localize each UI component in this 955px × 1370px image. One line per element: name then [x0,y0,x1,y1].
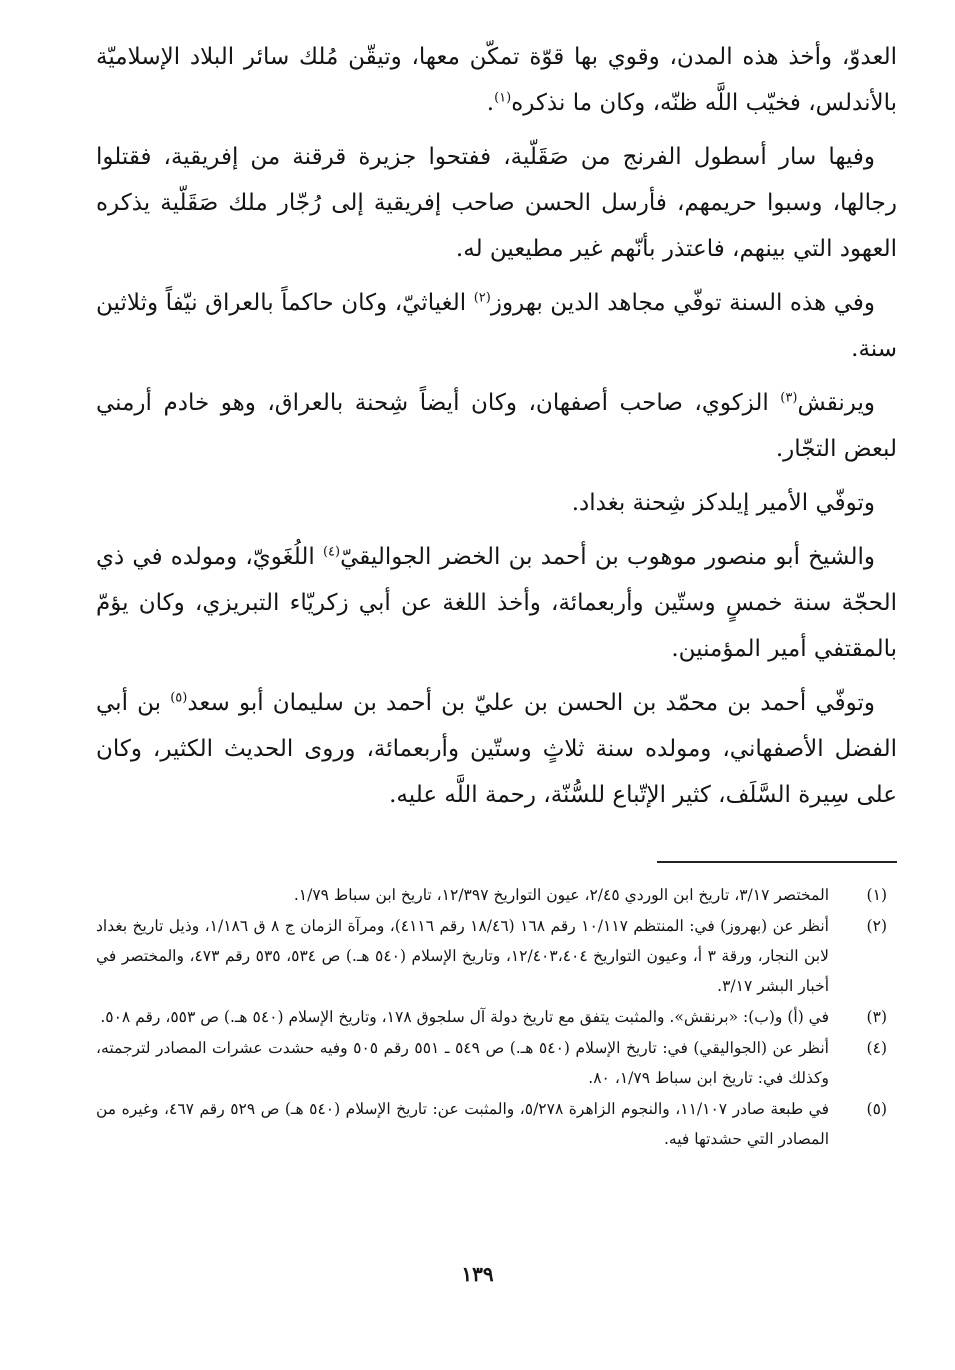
paragraph-continuation [96,34,897,126]
paragraph-end: . [486,90,495,116]
paragraph-bahruz [96,280,897,372]
footnote-number: (١) [866,886,887,904]
paragraph-ildakuz [96,480,897,526]
footnote-number: (٥) [866,1100,887,1118]
paragraph-text: الغياثيّ، وكان حاكماً بالعراق نيّفاً وثلاثين سنة. [96,290,897,362]
paragraph-text: وفي هذه السنة توفّي مجاهد الدين بهروز [490,290,875,316]
footnote-item [96,880,897,910]
footnote-item [96,1033,897,1093]
footnotes [96,880,897,1155]
paragraph-text: وتوفّي الأمير إيلدكز شِحنة بغداد. [571,490,875,516]
paragraph-text: بن أبي الفضل الأصفهاني، ومولده سنة ثلاثٍ وستّين وأربعمائة، وروى الحديث الكثير، وكان على سِيرة السَّلَف، كثير الإتّباع للسُّنّة، رحمة اللَّه عليه. [96,690,897,808]
footnote-text: أنظر عن (الجواليقي) في: تاريخ الإسلام (٥٤٠ هـ.) ص ٥٤٩ ـ ٥٥١ رقم ٥٠٥ وفيه حشدت عشرات المصادر لترجمته، وكذلك في: تاريخ ابن سباط ١/٧٩، ٨٠. [96,1039,829,1087]
paragraph-jawaliqi [96,534,897,672]
footnote-ref[interactable]: (١) [494,90,512,106]
paragraph-text: وفيها سار أسطول الفرنج من صَقَلّية، ففتحوا جزيرة قرقنة من إفريقية، فقتلوا رجالها، وسبوا حريمهم، فأرسل الحسن صاحب إفريقية إلى رُجّار ملك صَقَلّية يذكره العهود التي بينهم، فاعتذر بأنّهم غير مطيعين له. [96,144,897,262]
footnote-item [96,911,897,1001]
footnote-separator [657,861,897,863]
paragraph-yarnaqash [96,380,897,472]
paragraph-text: وتوفّي أحمد بن محمّد بن الحسن بن عليّ بن أحمد بن سليمان أبو سعد [187,690,875,716]
paragraph-sicily-fleet [96,134,897,272]
paragraph-ahmad-isfahani [96,680,897,818]
footnote-text: أنظر عن (بهروز) في: المنتظم ١٠/١١٧ رقم ١٦٨ (١٨/٤٦ رقم ٤١١٦)، ومرآة الزمان ج ٨ ق ١/١٨٦، وذيل تاريخ بغداد لابن النجار، ورقة ٣ أ، وعيون التواريخ ١٢/٤٠٣،٤٠٤، وتاريخ الإسلام (٥٤٠ هـ.) ص ٥٣٤، ٥٣٥ رقم ٤٧٣، والمختصر في أخبار البشر ٣/١٧. [96,917,829,995]
paragraph-text: ويرنقش [797,390,875,416]
footnote-ref[interactable]: (٤) [322,544,341,560]
page-number: ١٣٩ [461,1262,494,1286]
footnote-item [96,1002,897,1032]
paragraph-text: العدوّ، وأخذ هذه المدن، وقوي بها قوّة تمكّن معها، وتيقّن مُلك سائر البلاد الإسلاميّة بالأندلس، فخيّب اللَّه ظنّه، وكان ما نذكره [96,44,897,116]
paragraph-text: اللُغَويّ، ومولده في ذي الحجّة سنة خمسٍ وستّين وأربعمائة، وأخذ اللغة عن أبي زكريّاء التبريزي، وكان يؤمّ بالمقتفي أمير المؤمنين. [96,544,897,662]
footnote-ref[interactable]: (٢) [473,290,491,306]
paragraph-text: الزكوي، صاحب أصفهان، وكان أيضاً شِحنة بالعراق، وهو خادم أرمني لبعض التجّار. [96,390,897,462]
main-text [96,34,897,826]
footnote-number: (٢) [866,917,887,935]
footnote-text: في طبعة صادر ١١/١٠٧، والنجوم الزاهرة ٥/٢٧٨، والمثبت عن: تاريخ الإسلام (٥٤٠ هـ) ص ٥٢٩ رقم ٤٦٧، وغيره من المصادر التي حشدتها فيه. [96,1100,829,1148]
footnote-text: المختصر ٣/١٧، تاريخ ابن الوردي ٢/٤٥، عيون التواريخ ١٢/٣٩٧، تاريخ ابن سباط ١/٧٩. [293,886,829,904]
footnote-ref[interactable]: (٣) [780,390,798,406]
footnote-text: في (أ) و(ب): «برنقش». والمثبت يتفق مع تاريخ دولة آل سلجوق ١٧٨، وتاريخ الإسلام (٥٤٠ هـ.) ص ٥٥٣، رقم ٥٠٨. [100,1008,829,1026]
footnote-number: (٣) [866,1008,887,1026]
footnote-number: (٤) [866,1039,887,1057]
footnote-item [96,1094,897,1154]
paragraph-text: والشيخ أبو منصور موهوب بن أحمد بن الخضر الجواليقيّ [340,544,875,570]
footnote-ref[interactable]: (٥) [170,690,188,706]
